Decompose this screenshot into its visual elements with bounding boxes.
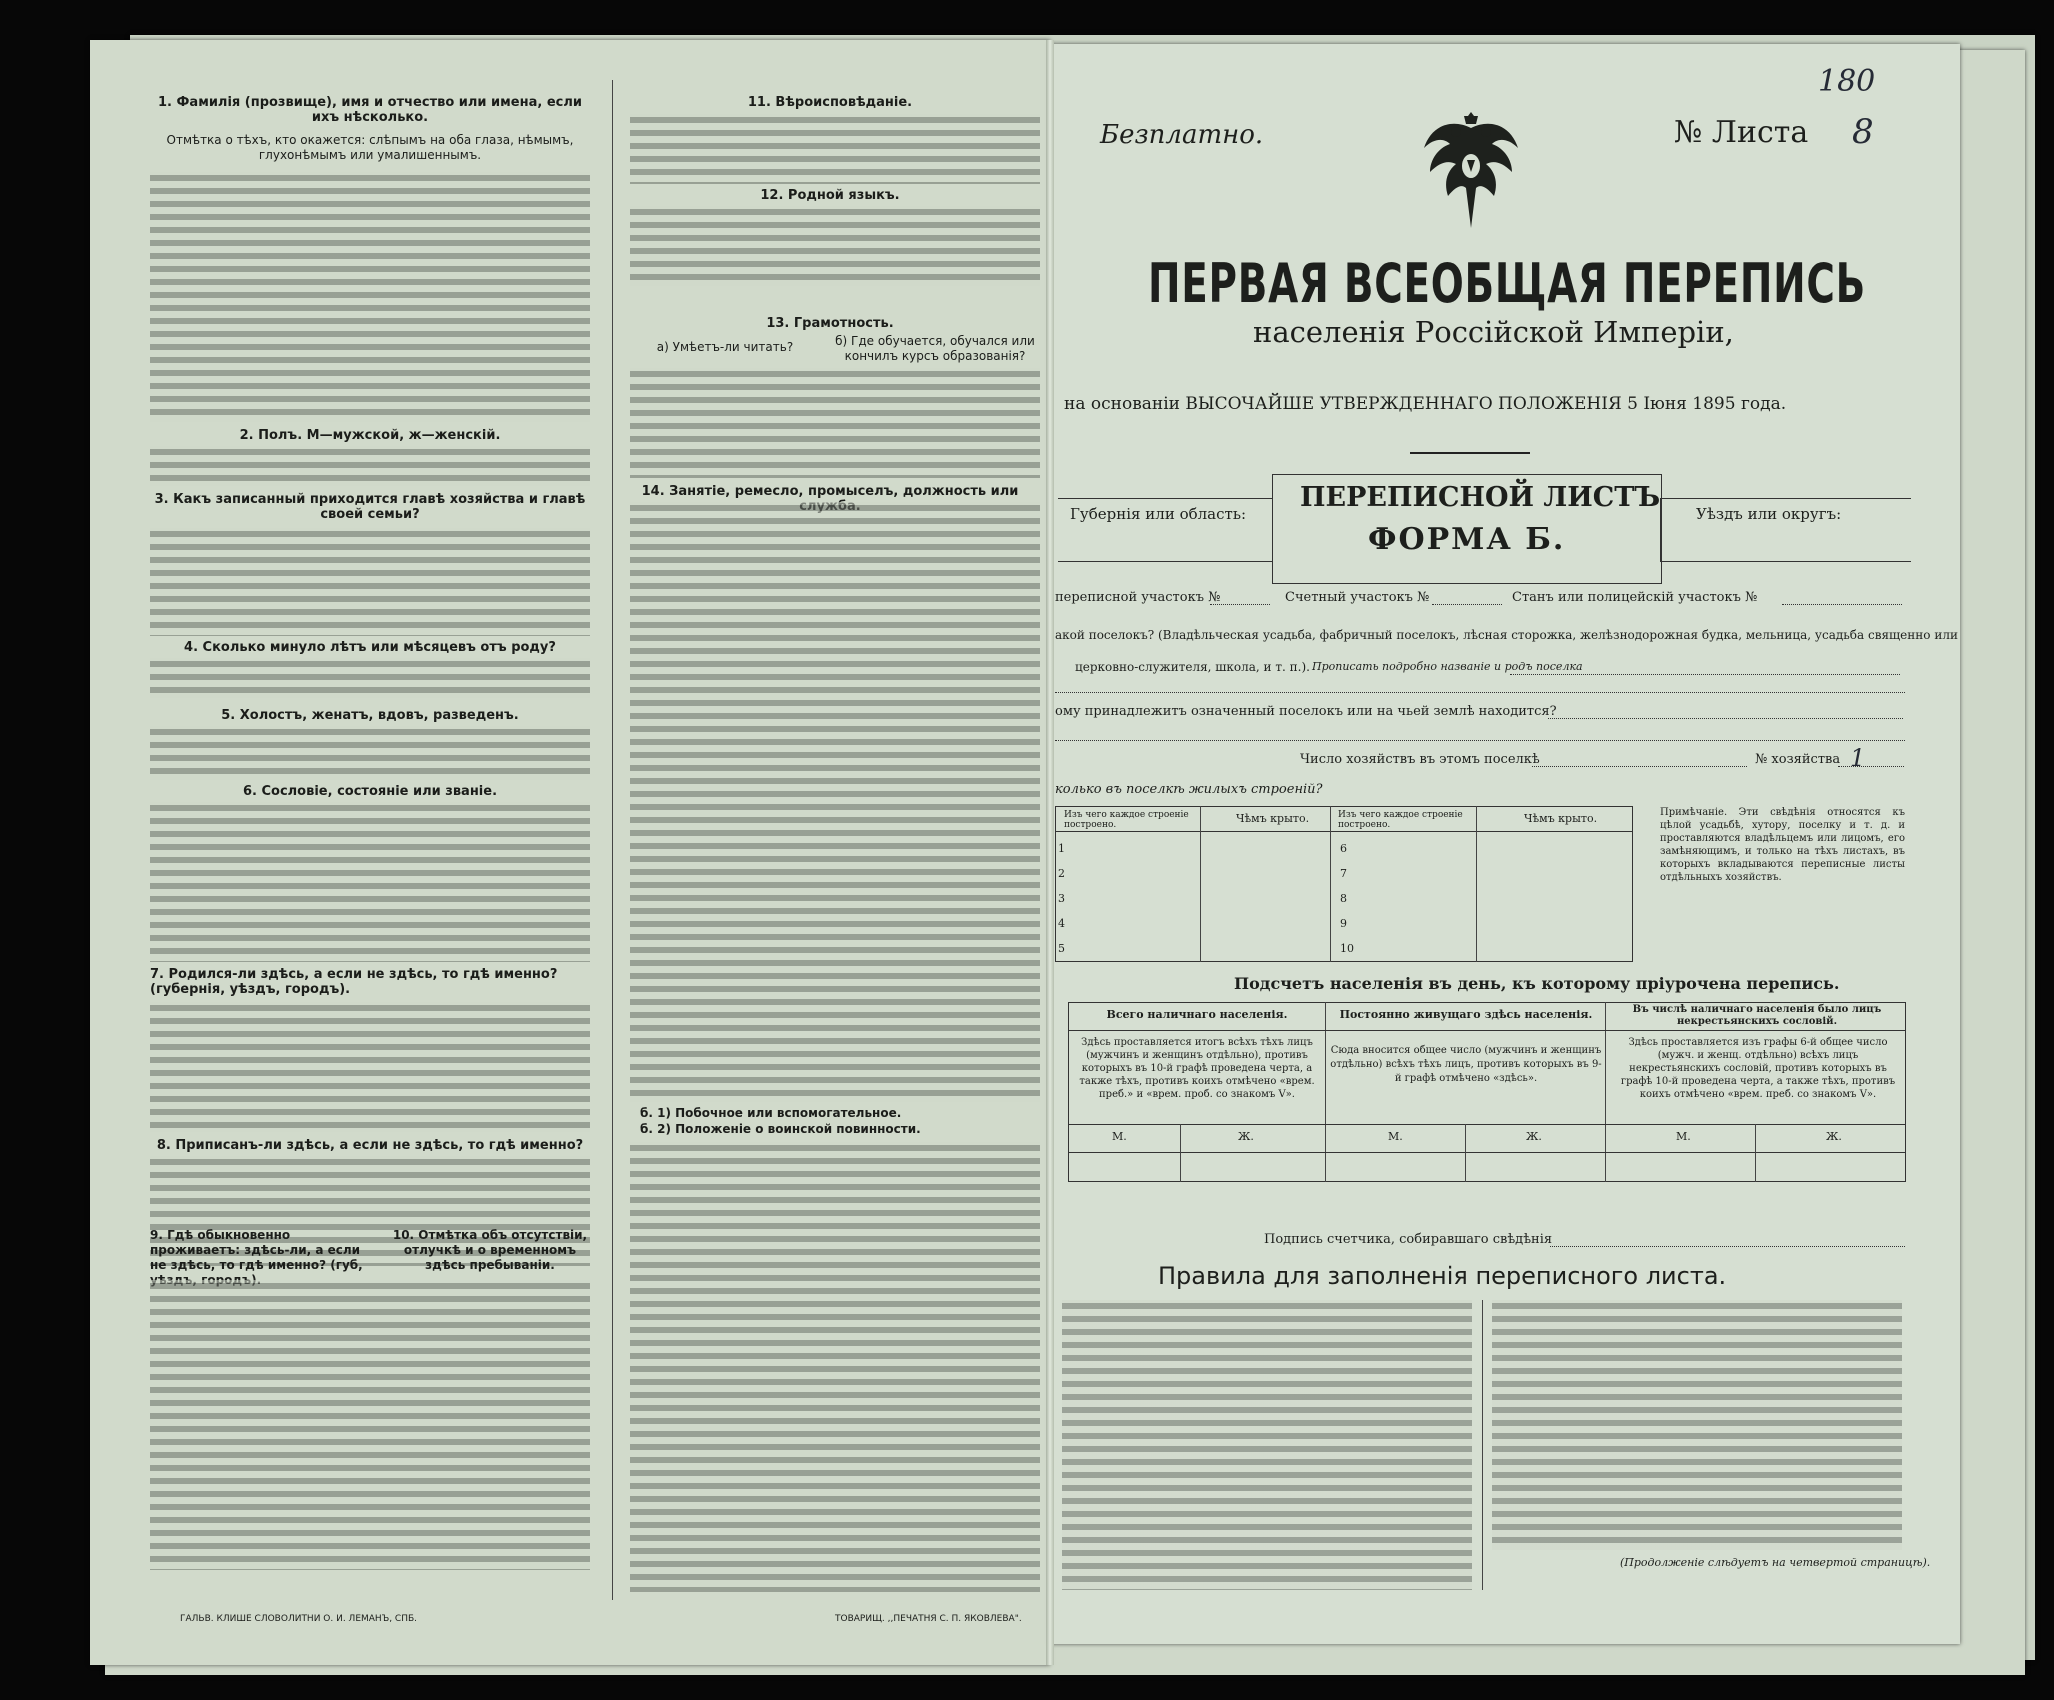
heading-2: 2. Полъ. М—мужской, ж—женскій. — [239, 428, 501, 443]
corner-number: 180 — [1818, 64, 1876, 99]
owner-label: ому принадлежитъ означенный поселокъ или на чьей землѣ находится? — [1055, 704, 1557, 719]
rows-left: 1 2 3 4 5 — [1058, 842, 1065, 955]
count-col2-head: Постоянно живущаго здѣсь населенія. — [1339, 1008, 1593, 1021]
column-divider — [612, 80, 613, 1600]
heading-7: 7. Родился-ли здѣсь, а если не здѣсь, то гдѣ именно? (губернія, уѣздъ, городъ). — [150, 967, 558, 997]
settlement-label-2: церковно-служителя, школа, и т. п.). — [1075, 660, 1310, 674]
printer-left: ГАЛЬВ. КЛИШЕ СЛОВОЛИТНИ О. И. ЛЕМАНЪ, СПБ. — [180, 1614, 418, 1624]
buildings-label: колько въ поселкѣ жилыхъ строеній? — [1055, 782, 1323, 797]
zh-label-3: Ж. — [1826, 1130, 1842, 1143]
count-col2-body: Сюда вносится общее число (мужчинъ и женщинъ отдѣльно) всѣхъ тѣхъ лицъ, противъ которыхъ въ 9-й графѣ отмѣчено «здѣсь». — [1330, 1045, 1602, 1084]
text-block — [150, 1002, 590, 1132]
rules-text-right — [1492, 1300, 1902, 1550]
form-subtitle: ФОРМА Б. — [1368, 522, 1566, 557]
text-block — [150, 528, 590, 636]
text-block — [150, 446, 590, 486]
roof-header-2: Чѣмъ крыто. — [1524, 812, 1598, 825]
household-no-field[interactable] — [1838, 766, 1904, 767]
households-label: Число хозяйствъ въ этомъ поселкѣ — [1300, 752, 1540, 767]
m-label-1: М. — [1112, 1130, 1127, 1143]
rows-right: 6 7 8 9 10 — [1340, 842, 1354, 955]
heading-b1: б. 1) Побочное или вспомогательное. — [640, 1106, 902, 1120]
text-block — [630, 502, 1040, 1102]
settlement-label: акой поселокъ? (Владѣльческая усадьба, фабричный поселокъ, лѣсная сторожка, желѣзнодорожная будка, мельница, усадьба священно или — [1055, 628, 1958, 642]
heading-4: 4. Сколько минуло лѣтъ или мѣсяцевъ отъ роду? — [184, 640, 556, 655]
rules-title: Правила для заполненія переписного листа. — [1158, 1262, 1727, 1290]
households-field[interactable] — [1532, 766, 1747, 767]
page-fold — [1046, 40, 1054, 1665]
sheet-number-value: 8 — [1852, 112, 1874, 152]
heading-1: 1. Фамилія (прозвище), имя и отчество или имена, если ихъ нѣсколько. — [158, 95, 582, 125]
census-subtitle: населенія Россійской Имперіи, — [1253, 315, 1734, 349]
printer-right: ТОВАРИЩ. ,,ПЕЧАТНЯ С. П. ЯКОВЛЕВА". — [835, 1614, 1022, 1624]
continued-note: (Продолженіе слѣдуетъ на четвертой страницѣ). — [1620, 1556, 1931, 1569]
signature-label: Подпись счетчика, собиравшаго свѣдѣнія — [1264, 1232, 1553, 1247]
heading-9: 9. Гдѣ обыкновенно проживаетъ: здѣсь-ли, а если не здѣсь, то гдѣ именно? (губ, — [150, 1228, 363, 1272]
heading-b2: б. 2) Положеніе о воинской повинности. — [640, 1122, 921, 1136]
heading-13: 13. Грамотность. — [766, 316, 894, 331]
province-label: Губернія или область: — [1070, 505, 1247, 523]
district-label: Уѣздъ или округъ: — [1696, 505, 1842, 523]
title-rule — [1410, 452, 1530, 454]
text-block — [630, 114, 1040, 184]
text-block — [150, 172, 590, 422]
m-label-3: М. — [1676, 1130, 1691, 1143]
heading-12: 12. Родной языкъ. — [760, 188, 900, 203]
household-no-value: 1 — [1850, 744, 1866, 772]
sheet-number-label: № Листа — [1674, 115, 1809, 150]
heading-13a: а) Умѣетъ-ли читать? — [656, 340, 794, 354]
text-block — [150, 1280, 590, 1570]
zh-label-1: Ж. — [1238, 1130, 1254, 1143]
text-block — [150, 658, 590, 698]
rules-text-left — [1062, 1300, 1472, 1590]
material-header: Изъ чего каждое строеніе построено. — [1064, 810, 1189, 830]
heading-5: 5. Холостъ, женатъ, вдовъ, разведенъ. — [221, 708, 519, 723]
heading-3: 3. Какъ записанный приходится главѣ хозяйства и главѣ своей семьи? — [154, 492, 586, 522]
census-basis: на основаніи ВЫСОЧАЙШЕ УТВЕРЖДЕННАГО ПОЛОЖЕНІЯ 5 Іюня 1895 года. — [1064, 394, 1787, 414]
count-col3-head: Въ числѣ наличнаго населенія было лицъ некрестьянскихъ сословій. — [1632, 1004, 1882, 1027]
count-col1-head: Всего наличнаго населенія. — [1106, 1008, 1288, 1021]
heading-11: 11. Вѣроисповѣданіе. — [747, 95, 913, 110]
count-col3-body: Здѣсь проставляется изъ графы 6-й общее число (мужч. и женщ. отдѣльно) всѣхъ лицъ некрестьянскихъ сословій, противъ которыхъ въ графѣ 10-й проведена черта, а также тѣхъ, противъ коихъ отмѣчено «врем. преб. со знакомъ V». — [1620, 1037, 1896, 1100]
stan-field[interactable] — [1782, 604, 1902, 605]
heading-10: 10. Отмѣтка объ отсутствіи, отлучкѣ и о временномъ здѣсь пребываніи. — [392, 1228, 588, 1272]
form-title: ПЕРЕПИСНОЙ ЛИСТЪ — [1300, 482, 1661, 513]
double-headed-eagle-icon — [1416, 108, 1526, 233]
heading-13b: б) Где обучается, обучался или кончилъ курсъ образованія? — [835, 334, 1035, 363]
signature-field[interactable] — [1550, 1246, 1905, 1247]
settlement-field[interactable] — [1510, 674, 1900, 675]
count-title: Подсчетъ населенія въ день, къ которому пріурочена перепись. — [1234, 974, 1840, 993]
settlement-field-2[interactable] — [1055, 692, 1905, 693]
heading-8: 8. Приписанъ-ли здѣсь, а если не здѣсь, то гдѣ именно? — [156, 1138, 584, 1153]
counting-area-label: Счетный участокъ № — [1285, 590, 1430, 605]
text-block — [630, 206, 1040, 286]
census-area-label: переписной участокъ № — [1055, 590, 1221, 605]
owner-field[interactable] — [1548, 718, 1903, 719]
material-header-2: Изъ чего каждое строеніе построено. — [1338, 810, 1463, 830]
text-block — [150, 802, 590, 962]
m-label-2: М. — [1388, 1130, 1403, 1143]
roof-header: Чѣмъ крыто. — [1236, 812, 1310, 825]
zh-label-2: Ж. — [1526, 1130, 1542, 1143]
count-col1-body: Здѣсь проставляется итогъ всѣхъ тѣхъ лицъ (мужчинъ и женщинъ отдѣльно), противъ которыхъ въ 10-й графѣ проведена черта, а также тѣхъ, противъ коихъ отмѣчено «врем. преб.» и «врем. проб. со знакомъ V». — [1079, 1037, 1315, 1100]
stan-label: Станъ или полицейскій участокъ № — [1512, 590, 1758, 605]
owner-field-2[interactable] — [1055, 740, 1905, 741]
text-block — [150, 726, 590, 780]
counting-area-field[interactable] — [1432, 604, 1502, 605]
census-title: ПЕРВАЯ ВСЕОБЩАЯ ПЕРЕПИСЬ — [1148, 252, 1866, 315]
settlement-hint: Прописать подробно названіе и родъ поселка — [1312, 660, 1583, 673]
heading-1-note: Отмѣтка о тѣхъ, кто окажется: слѣпымъ на оба глаза, нѣмымъ, глухонѣмымъ или умалишеннымъ. — [166, 133, 574, 162]
household-no-label: № хозяйства — [1755, 752, 1841, 767]
buildings-note: Примѣчаніе. Эти свѣдѣнія относятся къ цѣлой усадьбѣ, хутору, поселку и т. д. и проставляются владѣльцемъ или лицомъ, его замѣняющимъ, и только на тѣхъ листахъ, въ которыхъ вкладываются переписные листы отдѣльныхъ хозяйствъ. — [1660, 807, 1905, 883]
text-block — [630, 1142, 1040, 1592]
free-label: Безплатно. — [1100, 120, 1264, 150]
heading-6: 6. Сословіе, состояніе или званіе. — [242, 784, 498, 799]
text-block — [630, 368, 1040, 478]
heading-14: 14. Занятіе, ремесло, промыселъ, должность или — [641, 484, 1019, 499]
census-area-field[interactable] — [1210, 604, 1270, 605]
